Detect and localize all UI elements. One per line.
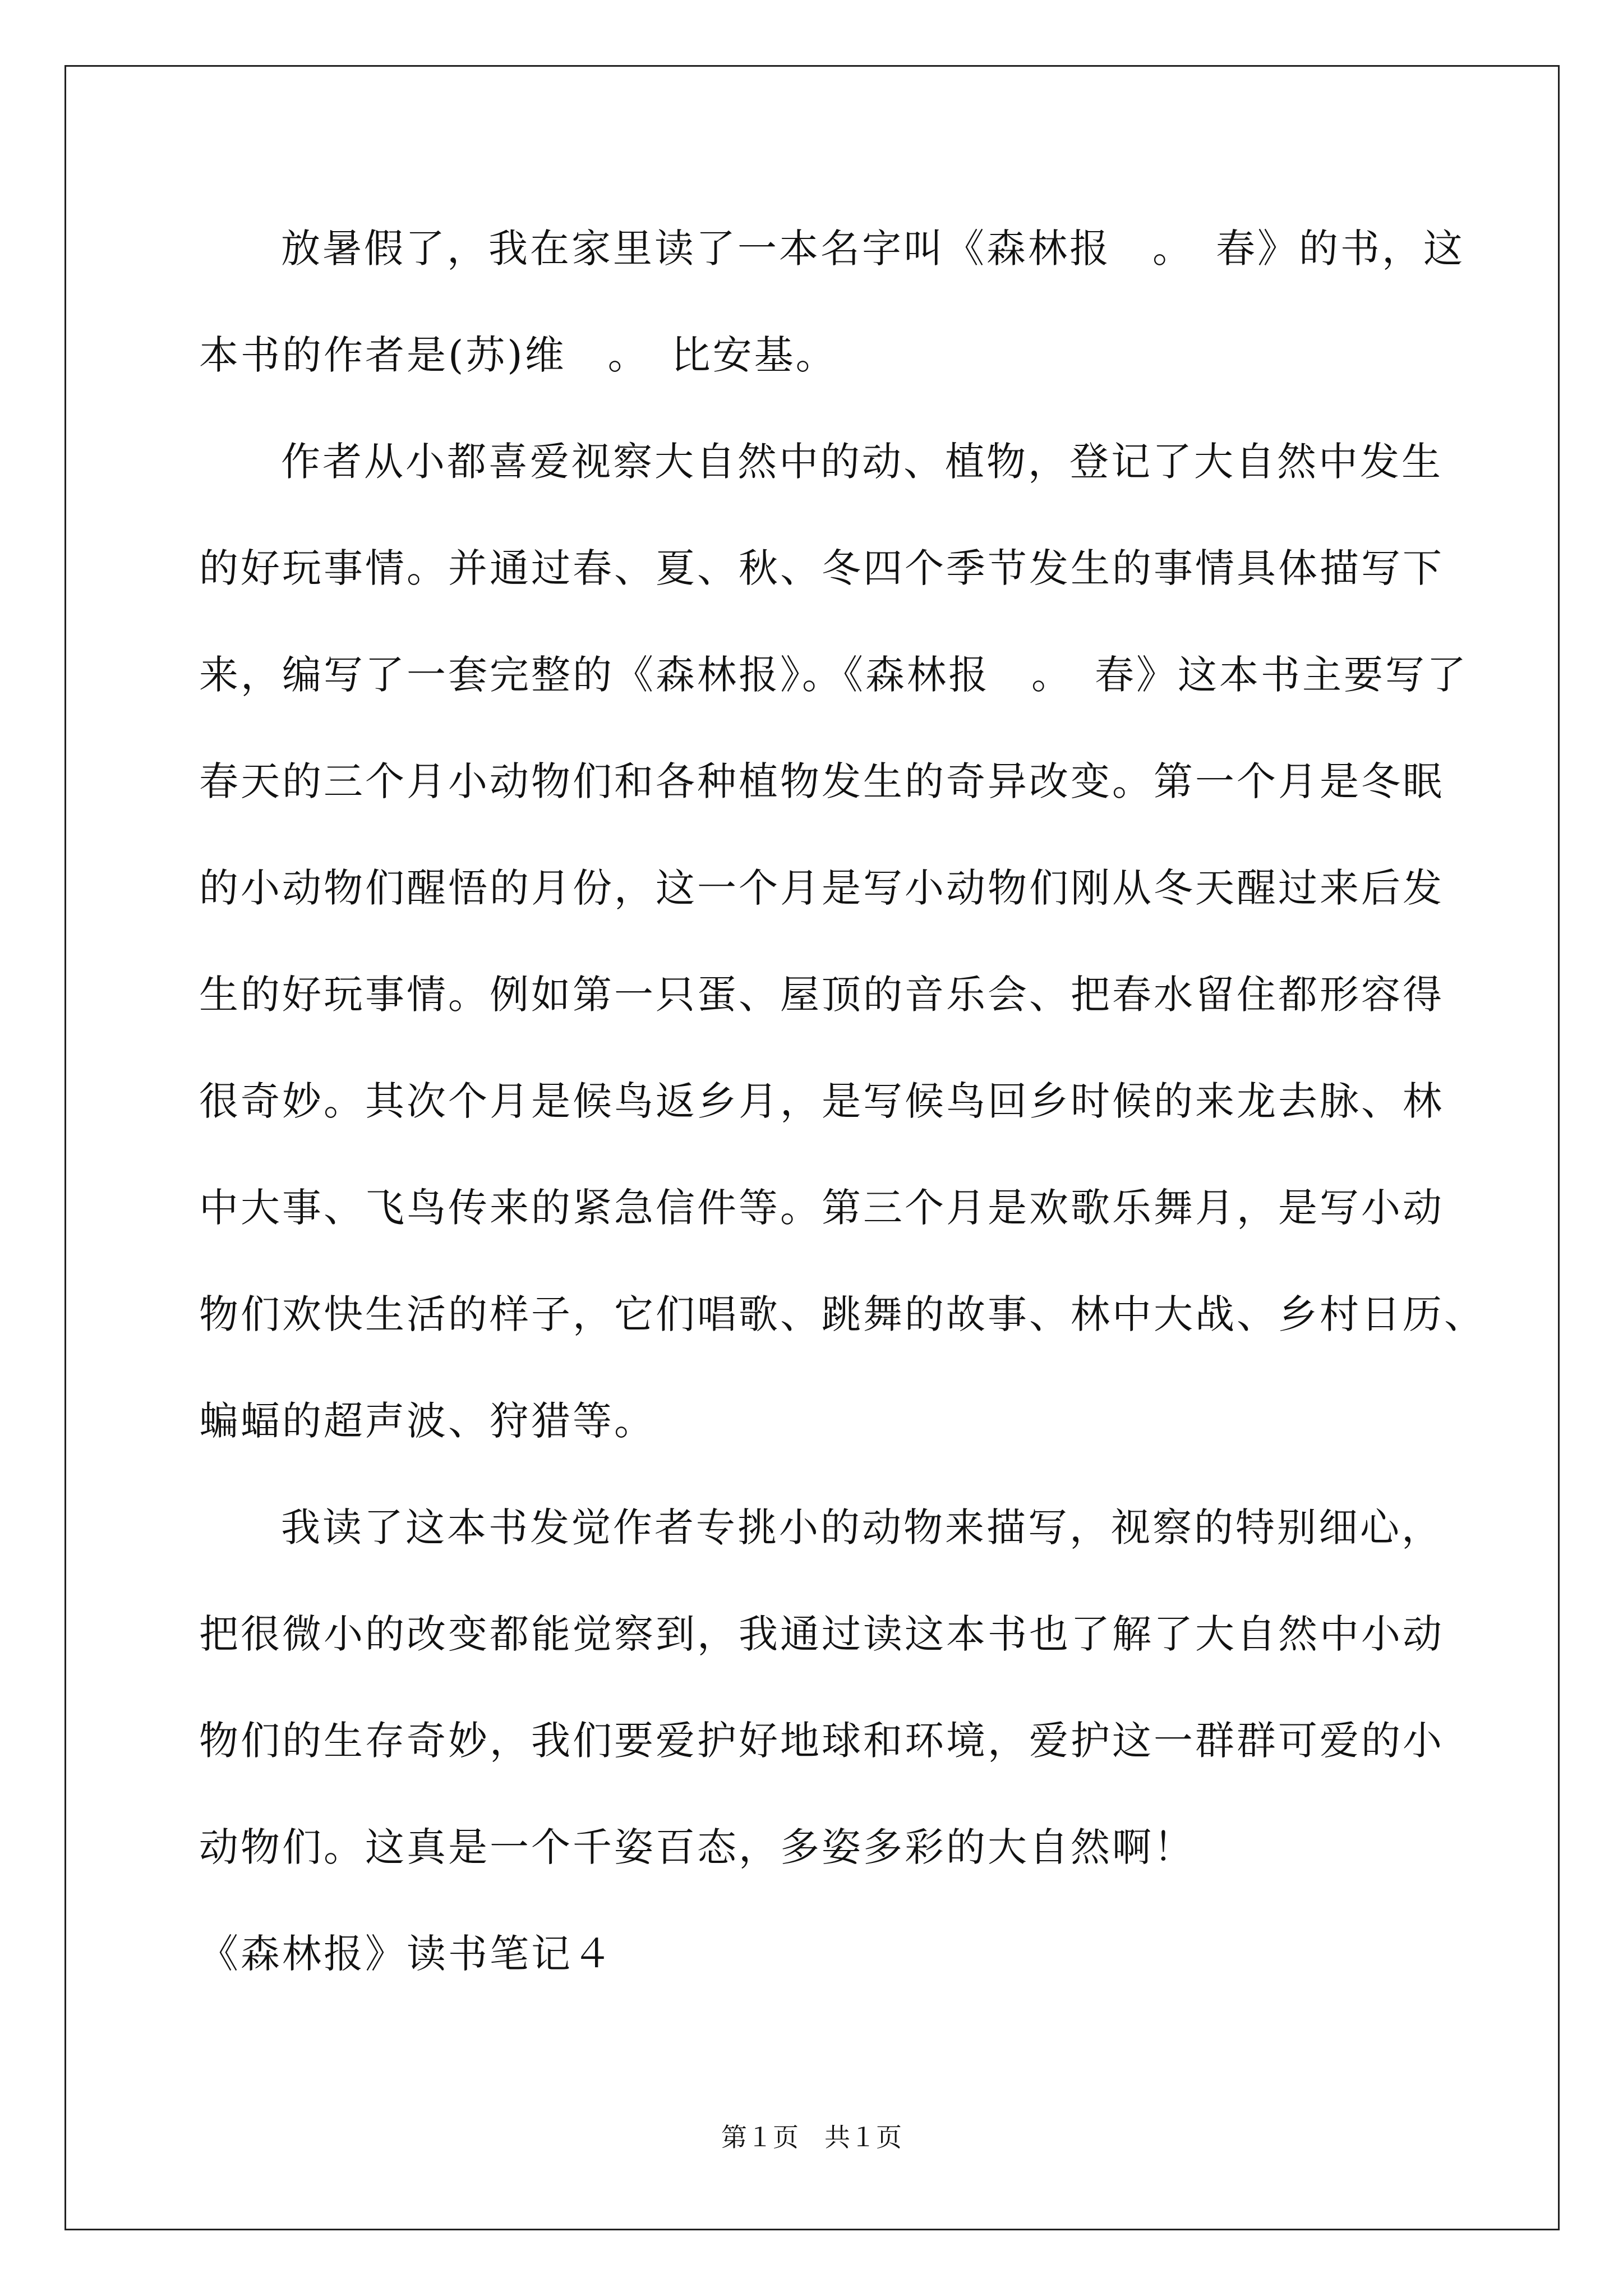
paragraph-1-line-2: 本书的作者是(苏)维 。 比安基。 (199, 332, 837, 378)
paragraph-2-line-3: 来，编写了一套完整的《森林报》。《森林报 。 春》这本书主要写了 (199, 652, 1468, 698)
page-footer: 第１页 共１页 (721, 2122, 902, 2152)
paragraph-3-line-2: 把很微小的改变都能觉察到，我通过读这本书也了解了大自然中小动 (199, 1611, 1444, 1657)
section-heading: 《森林报》读书笔记４ (199, 1931, 614, 1977)
paragraph-2-line-1: 作者从小都喜爱视察大自然中的动、植物，登记了大自然中发生 (281, 439, 1443, 485)
paragraph-2-line-7: 很奇妙。其次个月是候鸟返乡月，是写候鸟回乡时候的来龙去脉、林 (199, 1078, 1444, 1124)
paragraph-2-line-4: 春天的三个月小动物们和各种植物发生的奇异改变。第一个月是冬眠 (199, 758, 1444, 804)
paragraph-2-line-6: 生的好玩事情。例如第一只蛋、屋顶的音乐会、把春水留住都形容得 (199, 972, 1444, 1018)
paragraph-2-line-5: 的小动物们醒悟的月份，这一个月是写小动物们刚从冬天醒过来后发 (199, 865, 1444, 911)
paragraph-2-line-2: 的好玩事情。并通过春、夏、秋、冬四个季节发生的事情具体描写下 (199, 545, 1444, 591)
page-border (64, 65, 1560, 2230)
paragraph-2-line-8: 中大事、飞鸟传来的紧急信件等。第三个月是欢歌乐舞月，是写小动 (199, 1185, 1444, 1231)
paragraph-2-line-9: 物们欢快生活的样子，它们唱歌、跳舞的故事、林中大战、乡村日历、 (199, 1291, 1486, 1337)
paragraph-3-line-1: 我读了这本书发觉作者专挑小的动物来描写，视察的特别细心， (281, 1504, 1443, 1550)
paragraph-3-line-3: 物们的生存奇妙，我们要爱护好地球和环境，爱护这一群群可爱的小 (199, 1718, 1444, 1764)
paragraph-3-line-4: 动物们。这真是一个千姿百态，多姿多彩的大自然啊！ (199, 1824, 1195, 1870)
paragraph-1-line-1: 放暑假了，我在家里读了一本名字叫《森林报 。 春》的书，这 (281, 226, 1465, 272)
paragraph-2-line-10: 蝙蝠的超声波、狩猎等。 (199, 1398, 656, 1444)
